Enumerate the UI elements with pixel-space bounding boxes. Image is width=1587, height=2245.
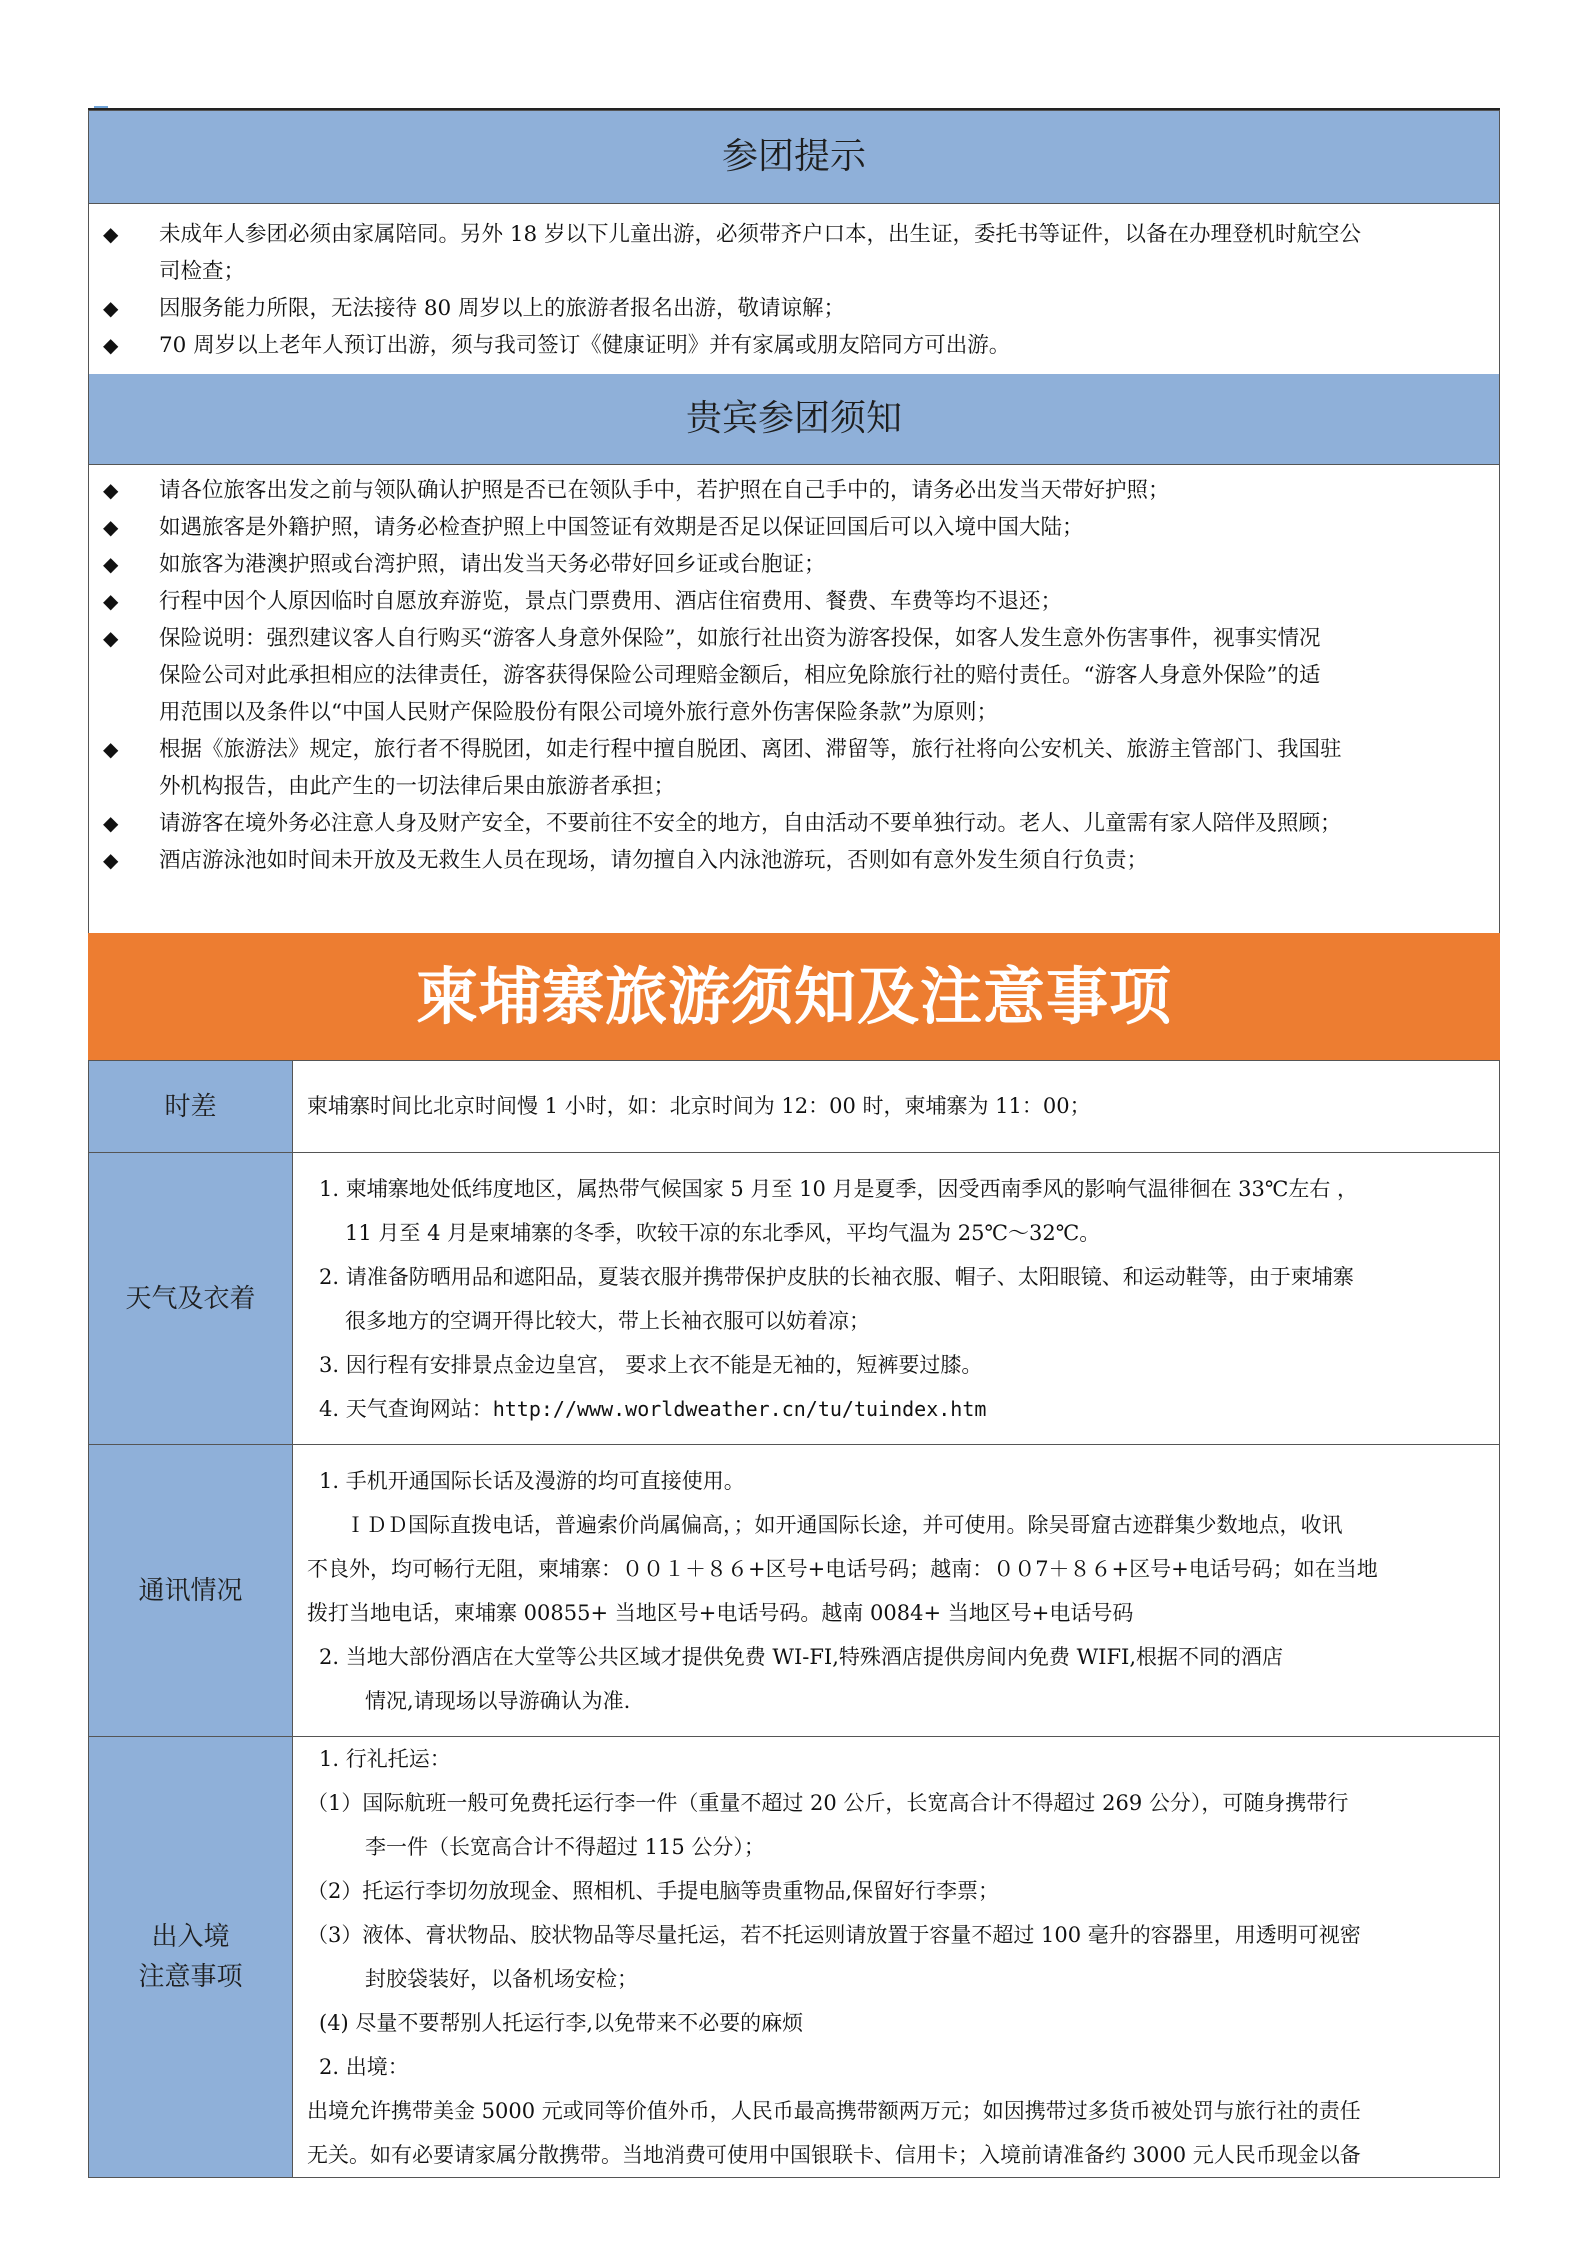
entry-label bbox=[89, 1737, 293, 2178]
entry-label-line-2: 注意事项 bbox=[138, 1962, 243, 1992]
entry-line-10: 无关。如有必要请家属分散携带。当地消费可使用中国银联卡、信用卡；入境前请准备约 3000 元人民币现金以备 bbox=[307, 2143, 1361, 2167]
notice-item-line: 用范围以及条件以“中国人民财产保险股份有限公司境外旅行意外伤害保险条款”为原则； bbox=[159, 700, 998, 725]
notice-item-line: 请各位旅客出发之前与领队确认护照是否已在领队手中，若护照在自己手中的，请务必出发当天带好护照； bbox=[159, 478, 1170, 503]
table-row-comm bbox=[89, 1445, 1500, 1737]
weather-label: 天气及衣着 bbox=[89, 1153, 293, 1445]
entry-line-6: 封胶袋装好，以备机场安检； bbox=[365, 1967, 638, 1991]
time-diff-label: 时差 bbox=[89, 1061, 293, 1153]
bullet-diamond-icon: ◆ bbox=[103, 222, 119, 246]
bullet-diamond-icon: ◆ bbox=[103, 296, 119, 320]
weather-line-5: 3. 因行程有安排景点金边皇宫， 要求上衣不能是无袖的，短裤要过膝。 bbox=[319, 1352, 983, 1377]
notice-item bbox=[89, 472, 1485, 509]
bullet-diamond-icon: ◆ bbox=[103, 515, 119, 539]
notice-item bbox=[89, 327, 1485, 364]
guest-notice-title: 贵宾参团须知 bbox=[89, 374, 1499, 465]
entry-line-7: (4) 尽量不要帮别人托运行李,以免带来不必要的麻烦 bbox=[319, 2011, 804, 2035]
weather-line-1: 1. 柬埔寨地处低纬度地区，属热带气候国家 5 月至 10 月是夏季，因受西南季风的影响气温徘徊在 33℃左右 ， bbox=[319, 1176, 1359, 1201]
bullet-diamond-icon: ◆ bbox=[103, 737, 119, 761]
comm-line-2: ＩＤＤ国际直拨电话，普遍索价尚属偏高，；如开通国际长途，并可使用。除吴哥窟古迹群集少数地点，收讯 bbox=[345, 1512, 1343, 1537]
page-corner-mark bbox=[94, 92, 108, 108]
notice-item bbox=[89, 620, 1485, 731]
notice-item-line: 外机构报告，由此产生的一切法律后果由旅游者承担； bbox=[159, 774, 676, 799]
entry-line-1: 1. 行礼托运： bbox=[319, 1747, 451, 1771]
weather-line-3: 2. 请准备防晒用品和遮阳品，夏装衣服并携带保护皮肤的长袖衣服、帽子、太阳眼镜、和运动鞋等，由于柬埔寨 bbox=[319, 1264, 1354, 1289]
weather-content bbox=[293, 1153, 1500, 1445]
table-row-time bbox=[89, 1061, 1500, 1153]
notice-item-line: 如遇旅客是外籍护照，请务必检查护照上中国签证有效期是否足以保证回国后可以入境中国大陆； bbox=[159, 515, 1084, 540]
time-diff-text: 柬埔寨时间比北京时间慢 1 小时，如：北京时间为 12：00 时，柬埔寨为 11：00； bbox=[307, 1094, 1091, 1118]
notice-item-line: 司检查； bbox=[159, 259, 246, 284]
entry-line-3: 李一件（长宽高合计不得超过 115 公分）； bbox=[365, 1835, 765, 1859]
entry-label-line-1: 出入境 bbox=[151, 1922, 230, 1952]
notice-item bbox=[89, 731, 1485, 805]
entry-line-5: （3）液体、膏状物品、胶状物品等尽量托运，若不托运则请放置于容量不超过 100 毫升的容器里，用透明可视密 bbox=[307, 1923, 1361, 1947]
notice-item-line: 根据《旅游法》规定，旅行者不得脱团，如走行程中擅自脱团、离团、滞留等，旅行社将向公安机关、旅游主管部门、我国驻 bbox=[159, 737, 1342, 762]
comm-label: 通讯情况 bbox=[89, 1445, 293, 1737]
bullet-diamond-icon: ◆ bbox=[103, 589, 119, 613]
entry-line-4: （2）托运行李切勿放现金、照相机、手提电脑等贵重物品,保留好行李票； bbox=[307, 1879, 1000, 1903]
weather-line-4: 很多地方的空调开得比较大，带上长袖衣服可以妨着凉； bbox=[345, 1308, 870, 1333]
guest-notice-section bbox=[88, 374, 1500, 934]
comm-line-6: 情况,请现场以导游确认为准. bbox=[365, 1688, 631, 1713]
comm-line-3: 不良外，均可畅行无阻，柬埔寨：００１＋８６+区号+电话号码；越南：００7＋８６+区号+电话号码；如在当地 bbox=[307, 1556, 1378, 1581]
bullet-diamond-icon: ◆ bbox=[103, 811, 119, 835]
tour-tips-title: 参团提示 bbox=[89, 111, 1499, 204]
tour-tips-section bbox=[88, 110, 1500, 376]
notice-item bbox=[89, 509, 1485, 546]
notice-item-line: 酒店游泳池如时间未开放及无救生人员在现场，请勿擅自入内泳池游玩，否则如有意外发生须自行负责； bbox=[159, 848, 1149, 873]
tour-tips-list bbox=[89, 204, 1499, 364]
comm-content bbox=[293, 1445, 1500, 1737]
entry-content bbox=[293, 1737, 1500, 2178]
notice-item-line: 70 周岁以上老年人预订出游，须与我司签订《健康证明》并有家属或朋友陪同方可出游。 bbox=[159, 333, 1011, 358]
bullet-diamond-icon: ◆ bbox=[103, 552, 119, 576]
notice-item-line: 保险公司对此承担相应的法律责任，游客获得保险公司理赔金额后，相应免除旅行社的赔付责任。“游客人身意外保险”的适 bbox=[159, 663, 1321, 688]
table-row-entry bbox=[89, 1737, 1500, 2178]
notice-item-line: 行程中因个人原因临时自愿放弃游览，景点门票费用、酒店住宿费用、餐费、车费等均不退还； bbox=[159, 589, 1063, 614]
cambodia-info-table bbox=[88, 1060, 1500, 2178]
cambodia-banner-title: 柬埔寨旅游须知及注意事项 bbox=[88, 933, 1500, 1060]
weather-site-label: 4. 天气查询网站： bbox=[319, 1396, 493, 1421]
comm-line-4: 拨打当地电话，柬埔寨 00855+ 当地区号+电话号码。越南 0084+ 当地区号+电话号码 bbox=[307, 1600, 1134, 1625]
notice-item-line: 如旅客为港澳护照或台湾护照，请出发当天务必带好回乡证或台胞证； bbox=[159, 552, 826, 577]
notice-item bbox=[89, 805, 1485, 842]
notice-item bbox=[89, 842, 1485, 879]
time-diff-content bbox=[293, 1061, 1500, 1153]
notice-item bbox=[89, 583, 1485, 620]
comm-line-5: 2. 当地大部份酒店在大堂等公共区域才提供免费 WI-FI,特殊酒店提供房间内免费 WIFI,根据不同的酒店 bbox=[319, 1644, 1283, 1669]
bullet-diamond-icon: ◆ bbox=[103, 333, 119, 357]
entry-line-9: 出境允许携带美金 5000 元或同等价值外币，人民币最高携带额两万元；如因携带过多货币被处罚与旅行社的责任 bbox=[307, 2099, 1361, 2123]
bullet-diamond-icon: ◆ bbox=[103, 626, 119, 650]
notice-item-line: 未成年人参团必须由家属陪同。另外 18 岁以下儿童出游，必须带齐户口本，出生证，委托书等证件，以备在办理登机时航空公 bbox=[159, 222, 1362, 247]
entry-line-2: （1）国际航班一般可免费托运行李一件（重量不超过 20 公斤，长宽高合计不得超过 269 公分），可随身携带行 bbox=[307, 1791, 1349, 1815]
entry-line-8: 2. 出境： bbox=[319, 2055, 409, 2079]
weather-line-6 bbox=[307, 1387, 1485, 1431]
bullet-diamond-icon: ◆ bbox=[103, 478, 119, 502]
notice-item bbox=[89, 546, 1485, 583]
comm-line-1: 1. 手机开通国际长话及漫游的均可直接使用。 bbox=[319, 1468, 745, 1493]
bullet-diamond-icon: ◆ bbox=[103, 848, 119, 872]
table-row-weather bbox=[89, 1153, 1500, 1445]
notice-item-line: 请游客在境外务必注意人身及财产安全，不要前往不安全的地方，自由活动不要单独行动。老人、儿童需有家人陪伴及照顾； bbox=[159, 811, 1342, 836]
guest-notice-list bbox=[89, 465, 1499, 879]
notice-item-line: 因服务能力所限，无法接待 80 周岁以上的旅游者报名出游，敬请谅解； bbox=[159, 296, 846, 321]
notice-item-line: 保险说明：强烈建议客人自行购买“游客人身意外保险”，如旅行社出资为游客投保，如客人发生意外伤害事件，视事实情况 bbox=[159, 626, 1321, 651]
weather-site-link[interactable]: http://www.worldweather.cn/tu/tuindex.htm bbox=[492, 1396, 987, 1421]
notice-item bbox=[89, 216, 1485, 290]
notice-item bbox=[89, 290, 1485, 327]
weather-line-2: 11 月至 4 月是柬埔寨的冬季，吹较干凉的东北季风，平均气温为 25℃～32℃。 bbox=[345, 1220, 1101, 1245]
